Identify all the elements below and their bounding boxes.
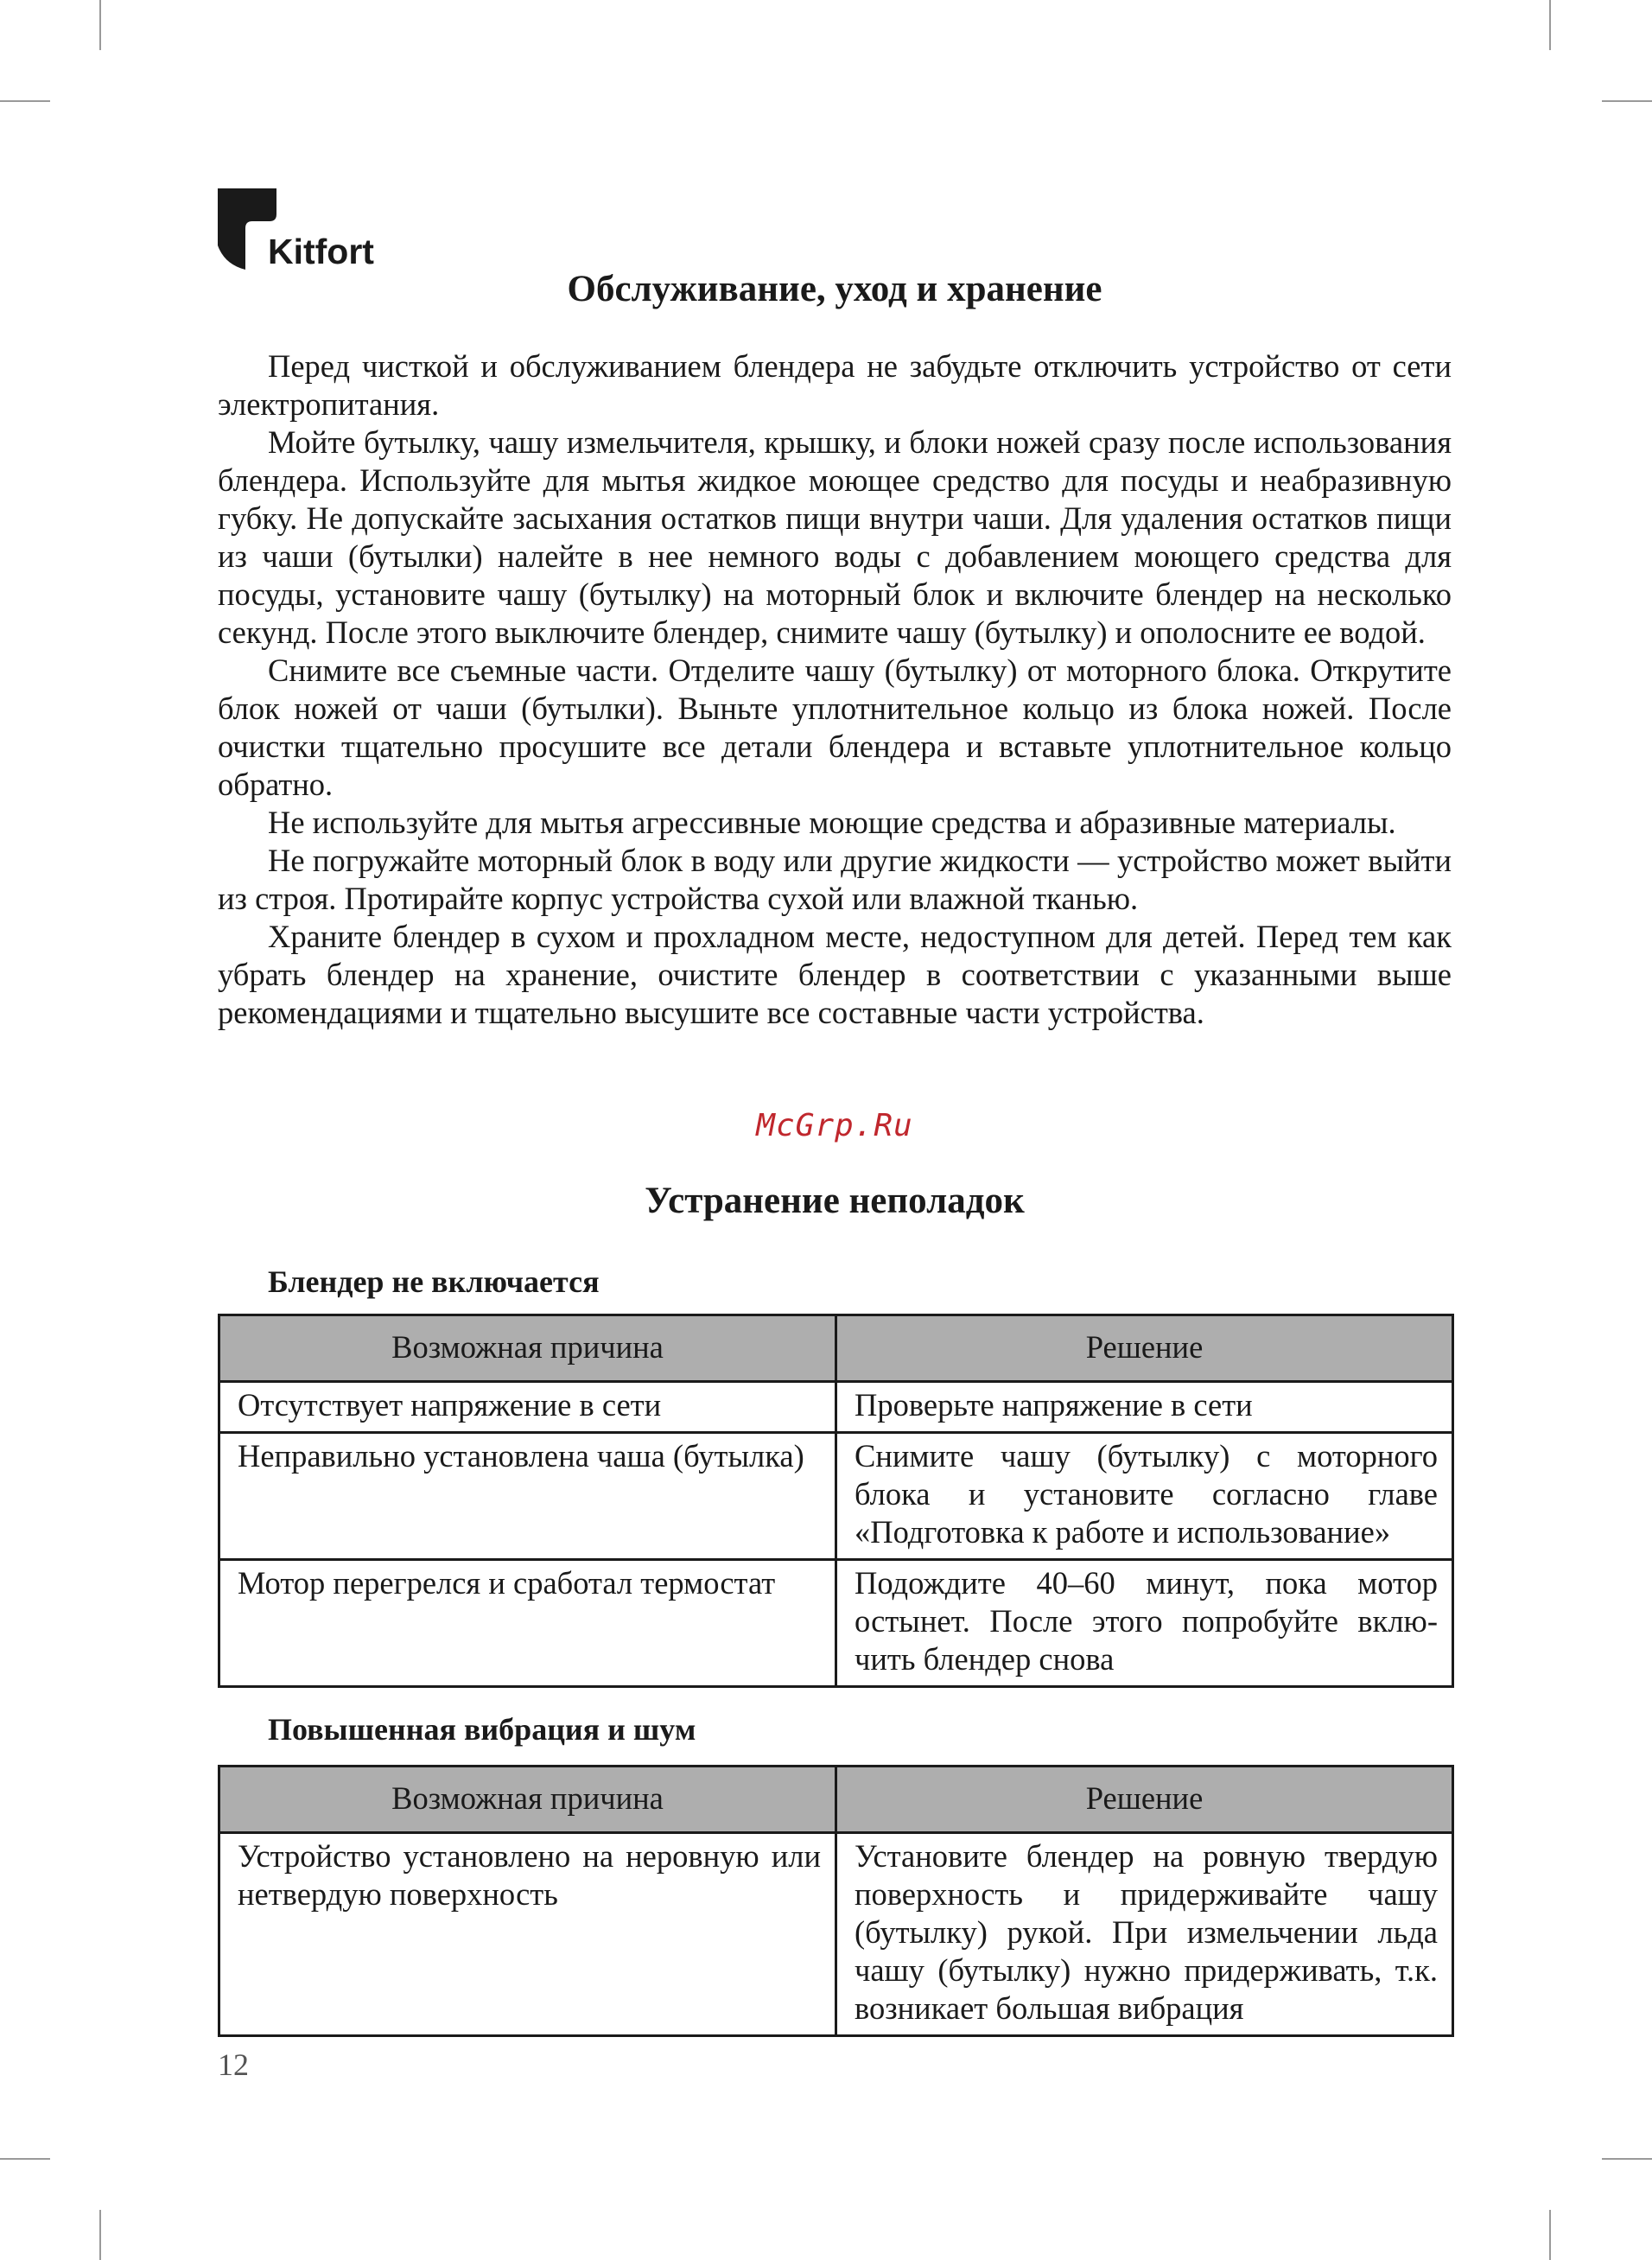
section-title-troubleshooting: Устранение неполадок (645, 1181, 1025, 1221)
paragraph: Не используйте для мытья агрессивные моющие средства и абразивные материалы. (268, 805, 1396, 840)
subsection-title-not-starting: Блендер не включается (268, 1264, 600, 1299)
header-cause: Возможная причина (219, 1315, 836, 1382)
watermark: McGrp.Ru (756, 1108, 913, 1143)
logo-text: Kitfort (268, 232, 374, 271)
section-title-maintenance: Обслуживание, уход и хранение (567, 269, 1102, 309)
page-number: 12 (218, 2047, 249, 2082)
cause-cell: Отсутствует напряжение в сети (219, 1382, 836, 1433)
troubleshooting-table-not-starting (218, 1314, 1454, 1688)
solution-cell: Снимите чашу (бутылку) с моторного блока и установите согласно главе «Подготовка к работе и использование» (836, 1433, 1453, 1560)
solution-cell: Проверьте напряжение в сети (836, 1382, 1453, 1433)
paragraph: Перед чисткой и обслуживанием блендера не забудьте отключить устройство от сети электропитания. (218, 348, 1452, 422)
troubleshooting-table-vibration (218, 1765, 1454, 2037)
table-row (219, 1433, 1453, 1560)
crop-mark (99, 2210, 101, 2260)
crop-mark (1549, 2210, 1551, 2260)
table-row (219, 1833, 1453, 2036)
table-header-row (219, 1315, 1453, 1382)
maintenance-text (218, 347, 1452, 1032)
header-solution: Решение (836, 1767, 1453, 1833)
header-solution: Решение (836, 1315, 1453, 1382)
solution-cell: Подождите 40–60 минут, пока мотор остынет. После этого попробуйте включить блендер снова (836, 1560, 1453, 1687)
crop-mark (99, 0, 101, 50)
table-row (219, 1560, 1453, 1687)
crop-mark (0, 2158, 50, 2160)
crop-mark (1602, 2158, 1652, 2160)
paragraph: Мойте бутылку, чашу измельчителя, крышку, и блоки ножей сразу после использования блендера. Используйте для мытья жидкое моющее средство для посуды и неабразивную губку. Не допускайте засыхания остатков пищи внутри чаши. Для удаления остатков пищи из чаши (бутылки) налейте в нее немного воды с добавлением моющего средства для посуды, установите чашу (бутылку) на моторный блок и включите блендер на несколько секунд. После этого выключите блендер, снимите чашу (бутылку) и ополосните ее водой. (218, 424, 1452, 650)
table-row (219, 1382, 1453, 1433)
solution-cell: Установите блендер на ровную твердую поверхность и придерживайте чашу (бутылку) рукой. При измельчении льда чашу (бутылку) нужно придерживать, т.к. возникает большая вибрация (836, 1833, 1453, 2036)
crop-mark (1549, 0, 1551, 50)
cause-cell: Неправильно установлена чаша (бутылка) (219, 1433, 836, 1560)
subsection-title-vibration: Повышенная вибрация и шум (268, 1712, 696, 1747)
crop-mark (1602, 100, 1652, 102)
table-header-row (219, 1767, 1453, 1833)
paragraph: Храните блендер в сухом и прохладном месте, недоступном для детей. Перед тем как убрать блендер на хранение, очистите блендер в соответствии с указанными выше рекомендациями и тщательно высушите все составные части устройства. (218, 919, 1452, 1030)
paragraph: Снимите все съемные части. Отделите чашу (бутылку) от моторного блока. Открутите блок ножей от чаши (бутылки). Выньте уплотнительное кольцо из блока ножей. После очистки тщательно просушите все детали блендера и вставьте уплотнительное кольцо обратно. (218, 653, 1452, 802)
paragraph: Не погружайте моторный блок в воду или другие жидкости — устройство может выйти из строя. Протирайте корпус устройства сухой или влажной тканью. (218, 843, 1452, 916)
kitfort-logo (218, 188, 391, 275)
header-cause: Возможная причина (219, 1767, 836, 1833)
cause-cell: Устройство установлено на неровную или нетвердую поверхность (219, 1833, 836, 2036)
cause-cell: Мотор перегрелся и сработал термостат (219, 1560, 836, 1687)
crop-mark (0, 100, 50, 102)
